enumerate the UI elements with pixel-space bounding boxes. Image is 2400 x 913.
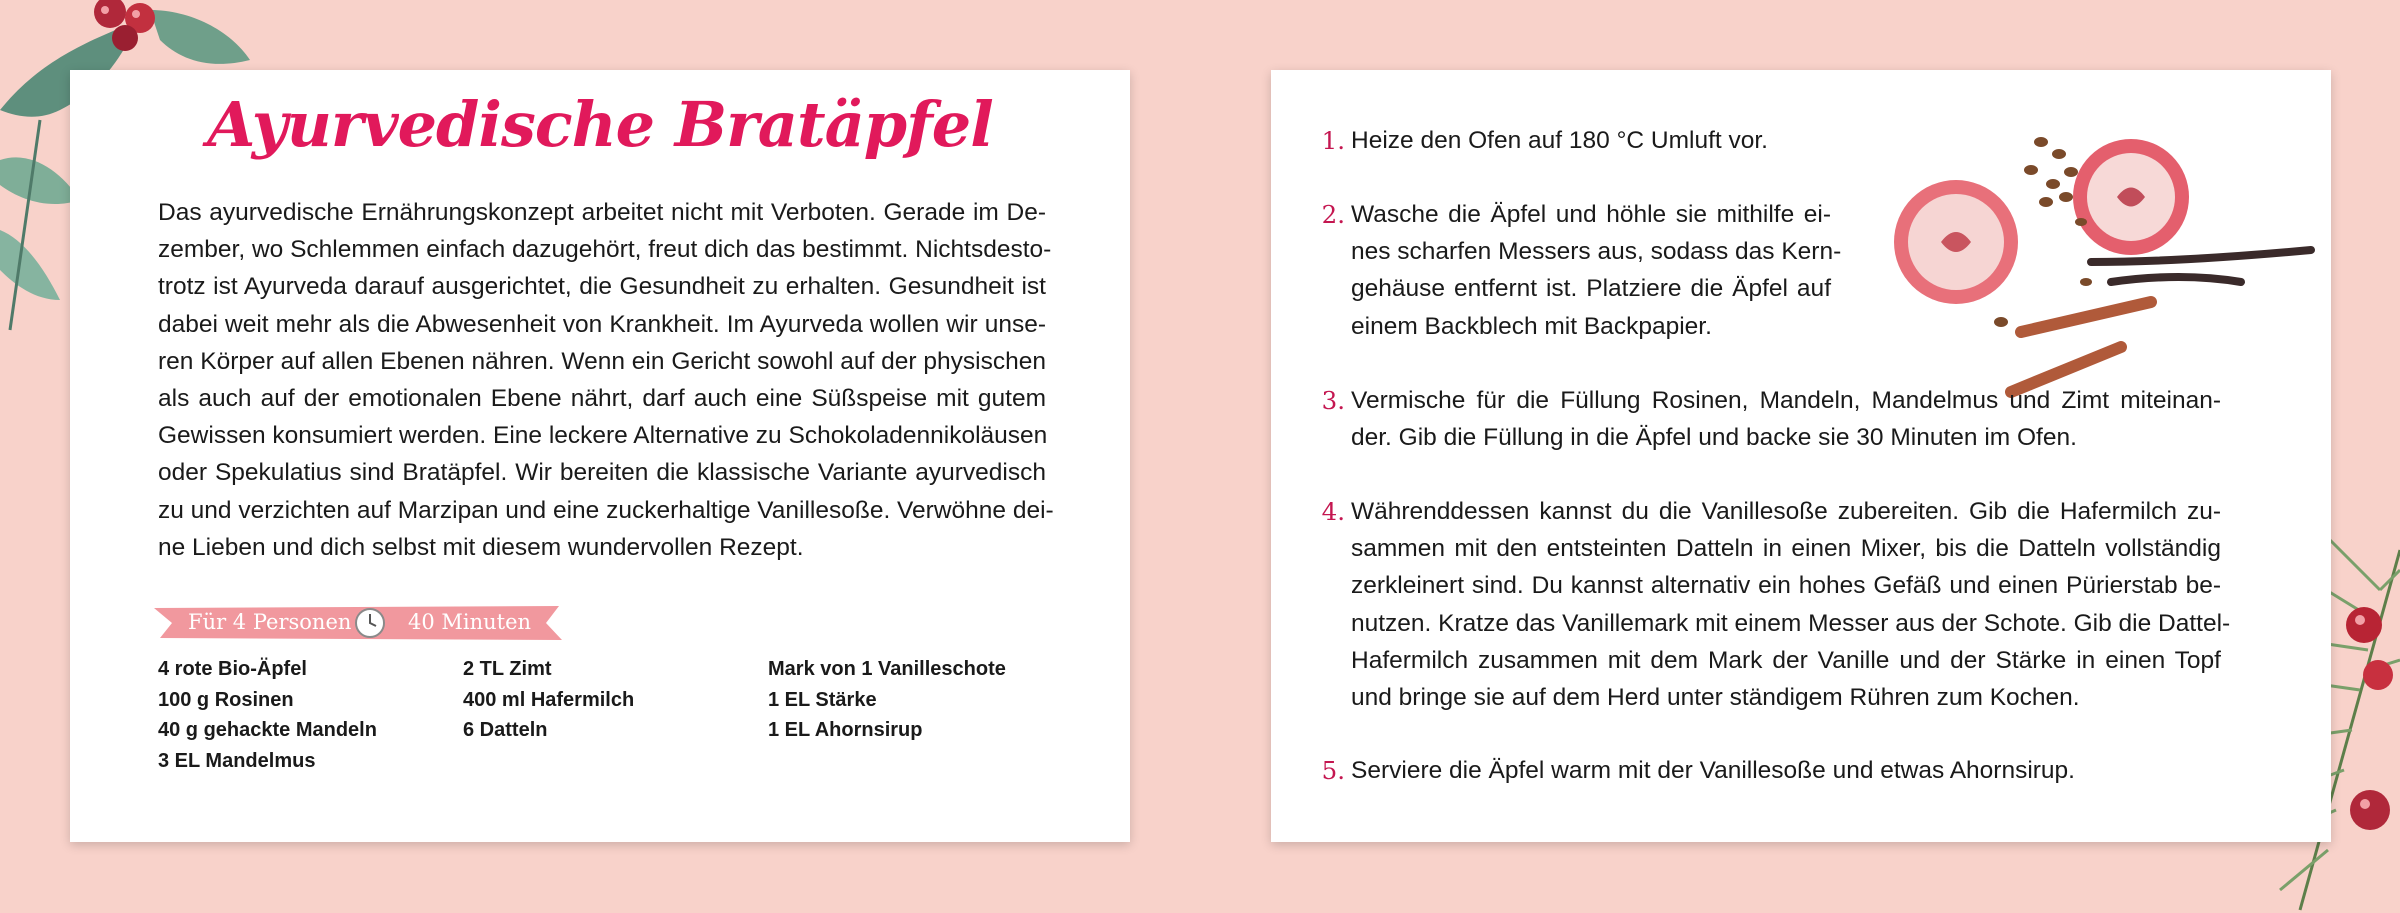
step-1 — [1321, 122, 1768, 159]
step-line: Serviere die Äpfel warm mit der Vanillesoße und etwas Ahornsirup. — [1351, 757, 2075, 784]
ingredient-item: 400 ml Hafermilch — [463, 688, 635, 711]
intro-text — [158, 194, 1054, 566]
ingredient-item: 4 rote Bio-Äpfel — [158, 658, 307, 680]
intro-line: trotz ist Ayurveda darauf ausgerichtet, die Gesundheit zu erhalten. Gesundheit ist — [158, 273, 1046, 301]
ingredient-item: 1 EL Ahornsirup — [768, 719, 923, 741]
recipe-title: Ayurvedische Bratäpfel — [207, 88, 993, 161]
step-3 — [1321, 382, 2221, 456]
step-number: 4. — [1321, 497, 1345, 526]
step-number: 1. — [1321, 126, 1345, 155]
step-line: Heize den Ofen auf 180 °C Umluft vor. — [1351, 127, 1768, 154]
ingredient-list — [158, 654, 1058, 776]
ingredient-item: 40 g gehackte Mandeln — [158, 719, 377, 741]
intro-line: ren Körper auf allen Ebenen nähren. Wenn ein Gericht sowohl auf der physischen — [158, 347, 1046, 375]
apple-icon — [2073, 139, 2189, 255]
cinnamon-icon — [2011, 302, 2151, 392]
apple-icon — [1894, 180, 2018, 304]
step-2 — [1321, 196, 1842, 345]
intro-line: zember, wo Schlemmen einfach dazugehört, freut dich das bestimmt. Nichtsdesto- — [158, 236, 1052, 264]
ingredient-item: 2 TL Zimt — [463, 658, 552, 680]
step-line: gehäuse entfernt ist. Platziere die Äpfel auf — [1351, 275, 1831, 303]
step-4 — [1321, 493, 2231, 716]
intro-line: zu und verzichten auf Marzipan und eine zuckerhaltige Vanillesoße. Verwöhne dei- — [158, 496, 1054, 524]
recipe-intro-card — [70, 70, 1130, 842]
intro-line: dabei weit mehr als die Abwesenheit von Krankheit. Im Ayurveda wollen wir unse- — [158, 310, 1046, 338]
recipe-steps-card — [1271, 70, 2331, 842]
ingredient-column — [158, 654, 463, 776]
ingredient-column — [463, 654, 768, 776]
intro-line: ne Lieben und dich selbst mit diesem wundervollen Rezept. — [158, 533, 804, 561]
time-label: 40 Minuten — [408, 610, 532, 634]
step-line: sammen mit den entsteinten Datteln in einen Mixer, bis die Datteln vollständig — [1351, 535, 2221, 563]
ingredients-illustration — [1881, 92, 2321, 422]
step-line: nutzen. Kratze das Vanillemark mit einem Messer aus der Schote. Gib die Dattel- — [1351, 609, 2231, 637]
ingredient-item: Mark von 1 Vanilleschote — [768, 658, 1006, 680]
servings-label: Für 4 Personen — [188, 610, 352, 634]
step-line: der. Gib die Füllung in die Äpfel und backe sie 30 Minuten im Ofen. — [1351, 424, 2077, 452]
intro-line: als auch auf der emotionalen Ebene nährt, darf auch eine Süßspeise mit gutem — [158, 385, 1046, 413]
step-line: einem Backblech mit Backpapier. — [1351, 312, 1712, 340]
clock-icon — [354, 607, 386, 639]
step-line: und bringe sie auf dem Herd unter ständigem Rühren zum Kochen. — [1351, 684, 2080, 712]
ingredient-item: 3 EL Mandelmus — [158, 749, 316, 772]
step-line: nes scharfen Messers aus, sodass das Kern- — [1351, 238, 1842, 266]
step-number: 2. — [1321, 200, 1345, 229]
intro-line: Gewissen konsumiert werden. Eine leckere Alternative zu Schokoladennikoläusen — [158, 422, 1048, 450]
servings-time-ribbon — [154, 604, 564, 642]
step-5 — [1321, 752, 2075, 789]
ingredient-item: 6 Datteln — [463, 719, 548, 741]
step-line: Wasche die Äpfel und höhle sie mithilfe ei- — [1351, 201, 1831, 228]
ingredient-column — [768, 654, 1058, 776]
step-line: Vermische für die Füllung Rosinen, Mandeln, Mandelmus und Zimt miteinan- — [1351, 387, 2221, 414]
intro-line: oder Spekulatius sind Bratäpfel. Wir bereiten die klassische Variante ayurvedisch — [158, 459, 1046, 487]
step-number: 3. — [1321, 386, 1345, 415]
step-line: Hafermilch zusammen mit dem Mark der Vanille und der Stärke in einen Topf — [1351, 646, 2221, 674]
ingredient-item: 100 g Rosinen — [158, 688, 294, 711]
step-line: zerkleinert sind. Du kannst alternativ ein hohes Gefäß und einen Pürierstab be- — [1351, 572, 2221, 600]
step-number: 5. — [1321, 756, 1345, 785]
intro-line: Das ayurvedische Ernährungskonzept arbeitet nicht mit Verboten. Gerade im De- — [158, 199, 1046, 226]
ingredient-item: 1 EL Stärke — [768, 688, 877, 711]
step-line: Währenddessen kannst du die Vanillesoße zubereiten. Gib die Hafermilch zu- — [1351, 498, 2221, 525]
vanilla-pod-icon — [2091, 250, 2311, 282]
